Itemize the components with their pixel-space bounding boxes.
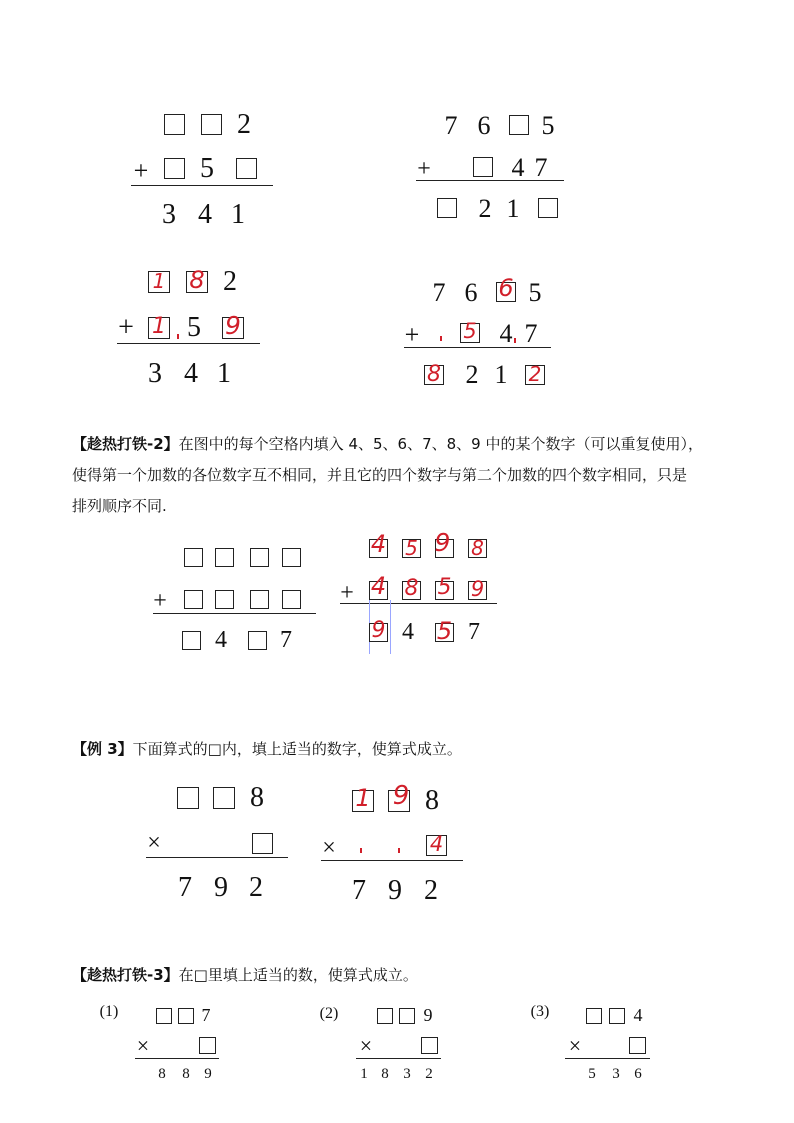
handwritten-digit: 5 [437, 575, 452, 600]
digit: 2 [424, 875, 438, 906]
exercise3-label: 【趁热打铁-3】 [72, 966, 179, 984]
blank-box[interactable] [421, 1037, 438, 1054]
blank-box[interactable] [164, 158, 185, 179]
exercise2-line3: 排列顺序不同. [72, 497, 167, 515]
digit: 2 [425, 1066, 433, 1082]
blank-box[interactable] [215, 548, 234, 567]
handwritten-digit: 5 [463, 319, 477, 343]
handwritten-digit: 5 [436, 617, 453, 645]
pen-mark [398, 848, 400, 853]
digit: 8 [182, 1066, 190, 1082]
handwritten-digit: 8 [189, 266, 205, 294]
digit: 7 [444, 111, 458, 140]
blank-box[interactable] [248, 631, 267, 650]
digit: 4 [511, 153, 525, 182]
blank-box[interactable] [377, 1008, 393, 1024]
sum-line [340, 603, 497, 604]
digit: 9 [423, 1005, 433, 1025]
handwritten-digit: 4 [370, 530, 387, 558]
digit: 7 [201, 1005, 211, 1025]
digit: 7 [352, 875, 366, 906]
digit: 7 [524, 319, 538, 348]
handwritten-digit: 8 [427, 362, 441, 387]
digit: 4 [633, 1005, 643, 1025]
digit: 5 [541, 111, 555, 140]
blank-box[interactable] [177, 787, 199, 809]
handwritten-digit: 8 [471, 536, 484, 560]
digit: 7 [280, 627, 292, 653]
blank-box[interactable] [629, 1037, 646, 1054]
blank-box[interactable] [236, 158, 257, 179]
digit: 8 [158, 1066, 166, 1082]
digit: 1 [360, 1066, 368, 1082]
digit: 1 [494, 360, 508, 389]
digit: 2 [223, 266, 237, 297]
example3-instruction: 下面算式的□内，填上适当的数字，使算式成立。 [132, 740, 462, 758]
digit: 4 [402, 619, 414, 645]
handwritten-digit: 1 [152, 269, 166, 293]
exercise2-line2: 使得第一个加数的各位数字互不相同，并且它的四个数字与第二个加数的四个数字相同，只是 [72, 466, 688, 484]
pen-mark [360, 848, 362, 853]
pen-mark [177, 334, 179, 339]
plus-sign: + [404, 320, 420, 349]
blank-box[interactable] [156, 1008, 172, 1024]
exercise2-label: 【趁热打铁-2】 [72, 435, 179, 453]
pen-mark [440, 336, 442, 341]
blank-box[interactable] [586, 1008, 602, 1024]
handwritten-digit: 1 [355, 784, 371, 812]
exercise2-line1: 在图中的每个空格内填入 4、5、6、7、8、9 中的某个数字（可以重复使用）， [178, 435, 703, 453]
blank-box[interactable] [538, 198, 558, 218]
digit: 2 [465, 360, 479, 389]
product-line [565, 1058, 650, 1059]
blank-box[interactable] [282, 548, 301, 567]
digit: 2 [478, 194, 492, 223]
digit: 5 [588, 1066, 596, 1082]
digit: 6 [634, 1066, 642, 1082]
digit: 5 [528, 278, 542, 307]
plus-sign: + [133, 156, 149, 185]
item-number: (1) [99, 1003, 119, 1020]
blank-box[interactable] [473, 157, 493, 177]
blank-box[interactable] [252, 833, 273, 854]
example3-label: 【例 3】 [72, 740, 133, 758]
handwritten-digit: 9 [371, 618, 386, 643]
plus-sign: + [340, 580, 354, 606]
sum-line [131, 185, 273, 186]
item-number: (3) [530, 1003, 550, 1020]
item-number: (2) [319, 1005, 339, 1022]
product-line [146, 857, 288, 858]
blank-box[interactable] [399, 1008, 415, 1024]
blank-box[interactable] [184, 548, 203, 567]
digit: 7 [534, 153, 548, 182]
handwritten-digit: 9 [392, 781, 410, 811]
blank-box[interactable] [182, 631, 201, 650]
plus-sign: + [417, 156, 431, 182]
times-sign: × [568, 1033, 582, 1058]
blank-box[interactable] [215, 590, 234, 609]
times-sign: × [359, 1033, 373, 1058]
handwritten-digit: 8 [404, 576, 419, 601]
sum-line [117, 343, 260, 344]
digit: 7 [432, 278, 446, 307]
digit: 1 [506, 194, 520, 223]
digit: 7 [178, 872, 192, 903]
blank-box[interactable] [184, 590, 203, 609]
sum-line [404, 347, 551, 348]
digit: 2 [237, 109, 251, 140]
digit: 5 [187, 312, 201, 343]
exercise3-instruction: 在□里填上适当的数，使算式成立。 [178, 966, 418, 984]
digit: 7 [468, 619, 480, 645]
digit: 6 [477, 111, 491, 140]
blank-box[interactable] [250, 590, 269, 609]
blank-box[interactable] [178, 1008, 194, 1024]
digit: 3 [403, 1066, 411, 1082]
digit: 9 [388, 875, 402, 906]
blank-box[interactable] [437, 198, 457, 218]
times-sign: × [147, 830, 161, 856]
blank-box[interactable] [509, 115, 529, 135]
blank-box[interactable] [250, 548, 269, 567]
sum-line [416, 180, 564, 181]
plus-sign: + [118, 312, 134, 343]
example3-text [72, 734, 732, 765]
exercise3-text [72, 960, 732, 991]
times-sign: × [322, 835, 336, 861]
product-line [321, 860, 463, 861]
handwritten-digit: 2 [528, 362, 542, 386]
digit: 4 [499, 319, 513, 348]
handwritten-digit: 5 [405, 536, 418, 560]
product-line [356, 1058, 441, 1059]
digit: 5 [200, 153, 214, 184]
handwritten-digit: 9 [434, 528, 451, 557]
digit: 9 [204, 1066, 212, 1082]
handwritten-digit: 1 [152, 314, 166, 339]
product-line [135, 1058, 219, 1059]
blank-box[interactable] [164, 114, 185, 135]
blank-box[interactable] [282, 590, 301, 609]
exercise2-text [72, 429, 732, 522]
blank-box[interactable] [201, 114, 222, 135]
sum-line [153, 613, 316, 614]
digit: 8 [425, 785, 439, 816]
handwritten-digit: 9 [470, 577, 485, 601]
digit: 1 [231, 199, 245, 230]
times-sign: × [136, 1033, 150, 1058]
digit: 3 [148, 358, 162, 389]
plus-sign: + [153, 588, 167, 614]
digit: 4 [215, 627, 227, 653]
digit: 3 [612, 1066, 620, 1082]
digit: 6 [464, 278, 478, 307]
digit: 8 [250, 782, 264, 813]
digit: 4 [184, 358, 198, 389]
digit: 3 [162, 199, 176, 230]
digit: 8 [381, 1066, 389, 1082]
handwritten-digit: 4 [370, 572, 387, 600]
handwritten-digit: 9 [225, 311, 241, 340]
handwritten-digit: 4 [429, 832, 444, 856]
blank-box[interactable] [609, 1008, 625, 1024]
blank-box[interactable] [213, 787, 235, 809]
digit: 4 [198, 199, 212, 230]
digit: 2 [249, 872, 263, 903]
handwritten-digit: 6 [498, 274, 514, 302]
digit: 9 [214, 872, 228, 903]
digit: 1 [217, 358, 231, 389]
blank-box[interactable] [199, 1037, 216, 1054]
pen-mark [514, 338, 516, 343]
